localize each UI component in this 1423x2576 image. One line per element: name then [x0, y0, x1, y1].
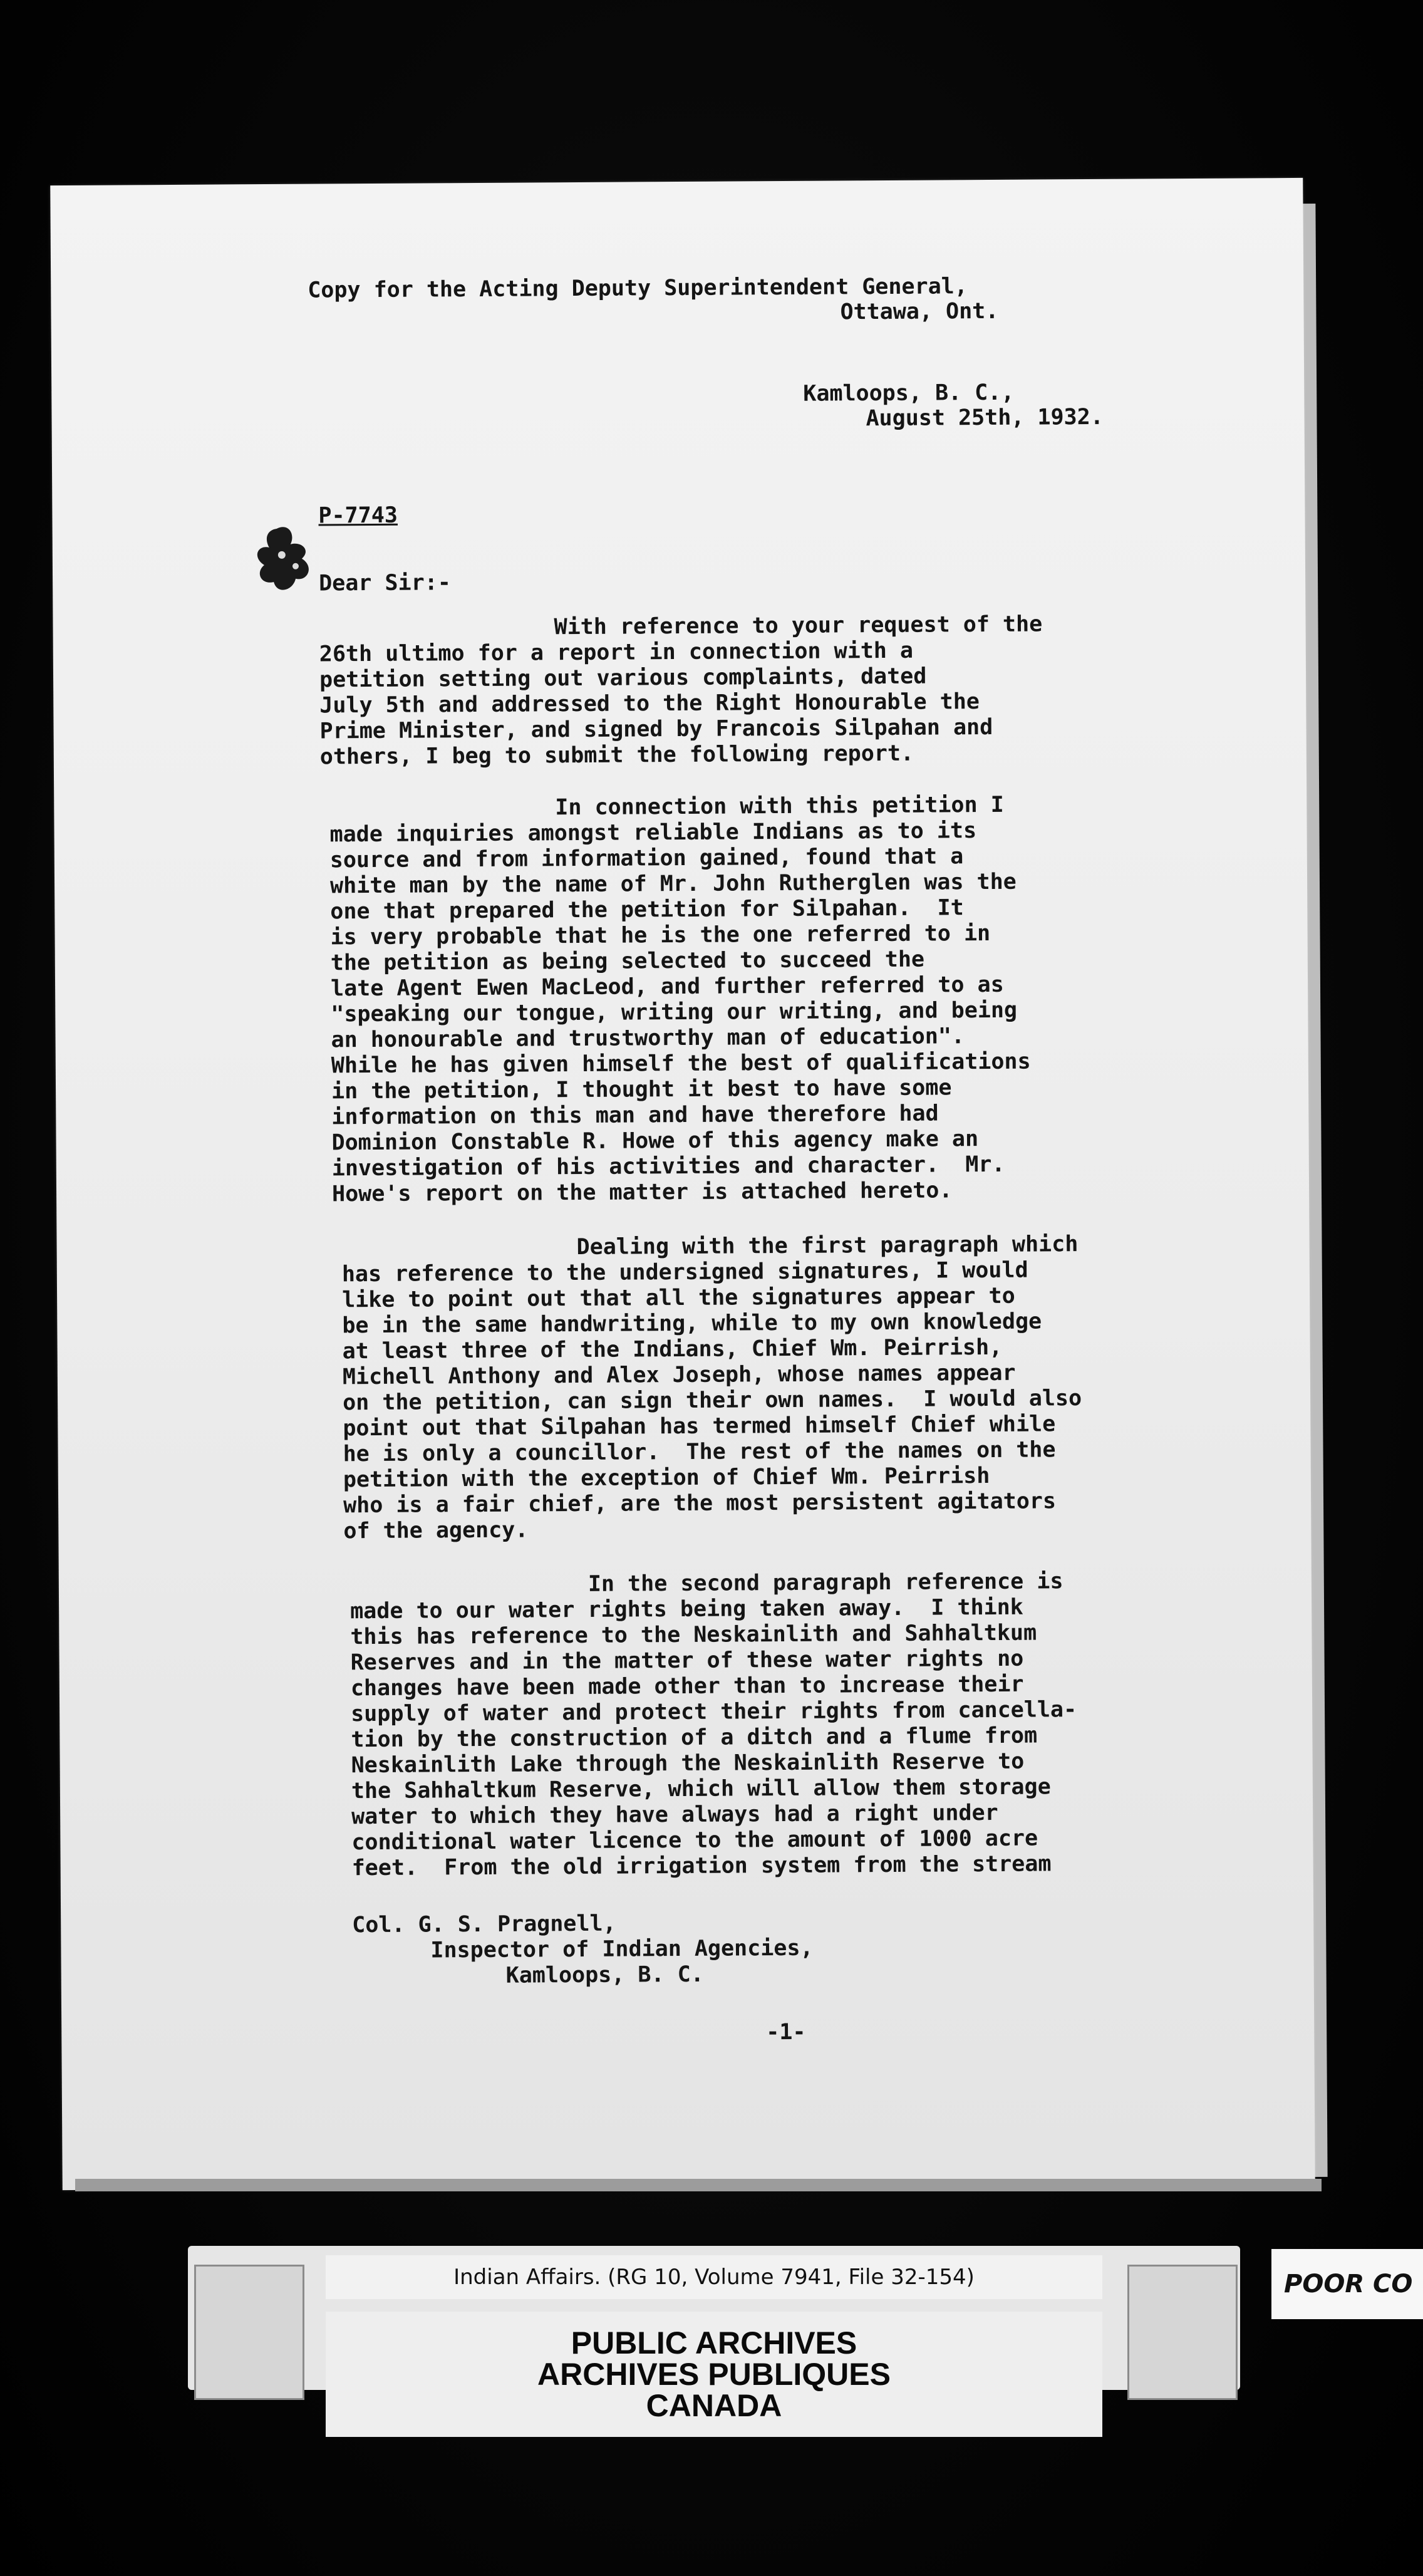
- paragraph-2-line: white man by the name of Mr. John Rutherglen was the: [329, 869, 1017, 899]
- paragraph-3-line: Michell Anthony and Alex Joseph, whose names appear: [342, 1360, 1016, 1390]
- paragraph-4-line: the Sahhaltkum Reserve, which will allow them storage: [351, 1774, 1051, 1804]
- recipient-title: Inspector of Indian Agencies,: [430, 1935, 814, 1963]
- page-bottom-edge: [75, 2179, 1322, 2191]
- paragraph-3-line: Dealing with the first paragraph which: [576, 1232, 1079, 1260]
- letter-text: [50, 178, 1315, 2190]
- paragraph-2-line: is very probable that he is the one referred to in: [330, 920, 991, 950]
- archive-country: CANADA: [646, 2388, 782, 2423]
- paragraph-2-line: "speaking our tongue, writing our writing, and being: [331, 997, 1018, 1027]
- paragraph-3-line: on the petition, can sign their own names. I would also: [343, 1386, 1082, 1416]
- paragraph-2-line: information on this man and have therefore had: [331, 1101, 939, 1130]
- paragraph-1-line: others, I beg to submit the following report.: [319, 740, 914, 770]
- paragraph-4-line: supply of water and protect their rights from cancella-: [351, 1697, 1077, 1727]
- paragraph-3-line: be in the same handwriting, while to my own knowledge: [342, 1309, 1042, 1339]
- paragraph-1-line: 26th ultimo for a report in connection with a: [319, 638, 914, 667]
- paragraph-2-line: an honourable and trustworthy man of education".: [331, 1024, 965, 1053]
- page-number: -1-: [766, 2019, 806, 2045]
- salutation: Dear Sir:-: [319, 570, 451, 596]
- paragraph-3-line: has reference to the undersigned signatures, I would: [341, 1257, 1028, 1287]
- paragraph-4-line: feet. From the old irrigation system from the stream: [351, 1851, 1052, 1881]
- paragraph-2-line: made inquiries amongst reliable Indians as to its: [329, 818, 977, 848]
- paragraph-4-line: water to which they have always had a right under: [351, 1800, 998, 1830]
- paragraph-3-line: petition with the exception of Chief Wm. Peirrish: [343, 1463, 990, 1493]
- paragraph-1-line: petition setting out various complaints, dated: [319, 663, 927, 693]
- recipient-location: Kamloops, B. C.: [505, 1961, 704, 1988]
- paragraph-2-line: investigation of his activities and character. Mr.: [331, 1151, 1005, 1182]
- paragraph-2-line: source and from information gained, found that a: [329, 844, 964, 873]
- archive-source-citation: Indian Affairs. (RG 10, Volume 7941, File 32-154): [326, 2255, 1102, 2299]
- paragraph-4-line: this has reference to the Neskainlith and Sahhaltkum: [350, 1620, 1037, 1650]
- paragraph-4-line: Neskainlith Lake through the Neskainlith Reserve to: [351, 1748, 1025, 1779]
- archive-name-french: ARCHIVES PUBLIQUES: [537, 2357, 891, 2392]
- archive-stamp: [326, 2312, 1102, 2437]
- paragraph-3-line: he is only a councillor. The rest of the names on the: [343, 1437, 1056, 1467]
- paragraph-4-line: tion by the construction of a ditch and a flume from: [351, 1723, 1038, 1753]
- paragraph-2-line: In connection with this petition I: [555, 792, 1004, 821]
- paragraph-1-line: With reference to your request of the: [554, 611, 1043, 640]
- label-left-tab: [194, 2265, 304, 2400]
- letter-page: [50, 178, 1315, 2190]
- paragraph-3-line: like to point out that all the signatures appear to: [341, 1283, 1015, 1313]
- paragraph-3-line: who is a fair chief, are the most persistent agitators: [343, 1488, 1057, 1519]
- paragraph-4-line: In the second paragraph reference is: [587, 1569, 1063, 1597]
- paragraph-4-line: conditional water licence to the amount of 1000 acre: [351, 1826, 1038, 1856]
- paragraph-3-line: at least three of the Indians, Chief Wm. Peirrish,: [342, 1334, 1003, 1364]
- paragraph-3-line: of the agency.: [343, 1517, 529, 1544]
- paragraph-4-line: changes have been made other than to increase their: [350, 1671, 1024, 1701]
- reference-number: P-7743: [318, 502, 398, 529]
- paragraph-2-line: Howe's report on the matter is attached hereto.: [331, 1178, 953, 1207]
- recipient-name: Col. G. S. Pragnell,: [352, 1911, 616, 1938]
- archive-name-english: PUBLIC ARCHIVES: [571, 2325, 857, 2360]
- heading-line-2: Ottawa, Ont.: [840, 298, 999, 325]
- paragraph-2-line: late Agent Ewen MacLeod, and further referred to as: [330, 972, 1004, 1002]
- letter-place: Kamloops, B. C.,: [803, 380, 1015, 407]
- paragraph-1-line: July 5th and addressed to the Right Honourable the: [319, 689, 980, 719]
- heading-line-1: Copy for the Acting Deputy Superintendent General,: [308, 274, 968, 303]
- paragraph-2-line: the petition as being selected to succeed the: [330, 947, 925, 976]
- paragraph-4-line: made to our water rights being taken away. I think: [350, 1594, 1023, 1624]
- letter-date: August 25th, 1932.: [866, 404, 1104, 432]
- paragraph-4-line: Reserves and in the matter of these water rights no: [350, 1646, 1024, 1676]
- paragraph-2-line: While he has given himself the best of qualifications: [331, 1049, 1031, 1079]
- paragraph-2-line: one that prepared the petition for Silpahan. It: [330, 895, 964, 925]
- poor-copy-note: POOR CO: [1271, 2249, 1423, 2319]
- label-right-tab: [1127, 2265, 1238, 2400]
- paragraph-2-line: Dominion Constable R. Howe of this agency make an: [331, 1126, 979, 1156]
- paragraph-2-line: in the petition, I thought it best to have some: [331, 1075, 952, 1104]
- paragraph-1-line: Prime Minister, and signed by Francois Silpahan and: [319, 714, 993, 744]
- paragraph-3-line: point out that Silpahan has termed himself Chief while: [343, 1411, 1056, 1441]
